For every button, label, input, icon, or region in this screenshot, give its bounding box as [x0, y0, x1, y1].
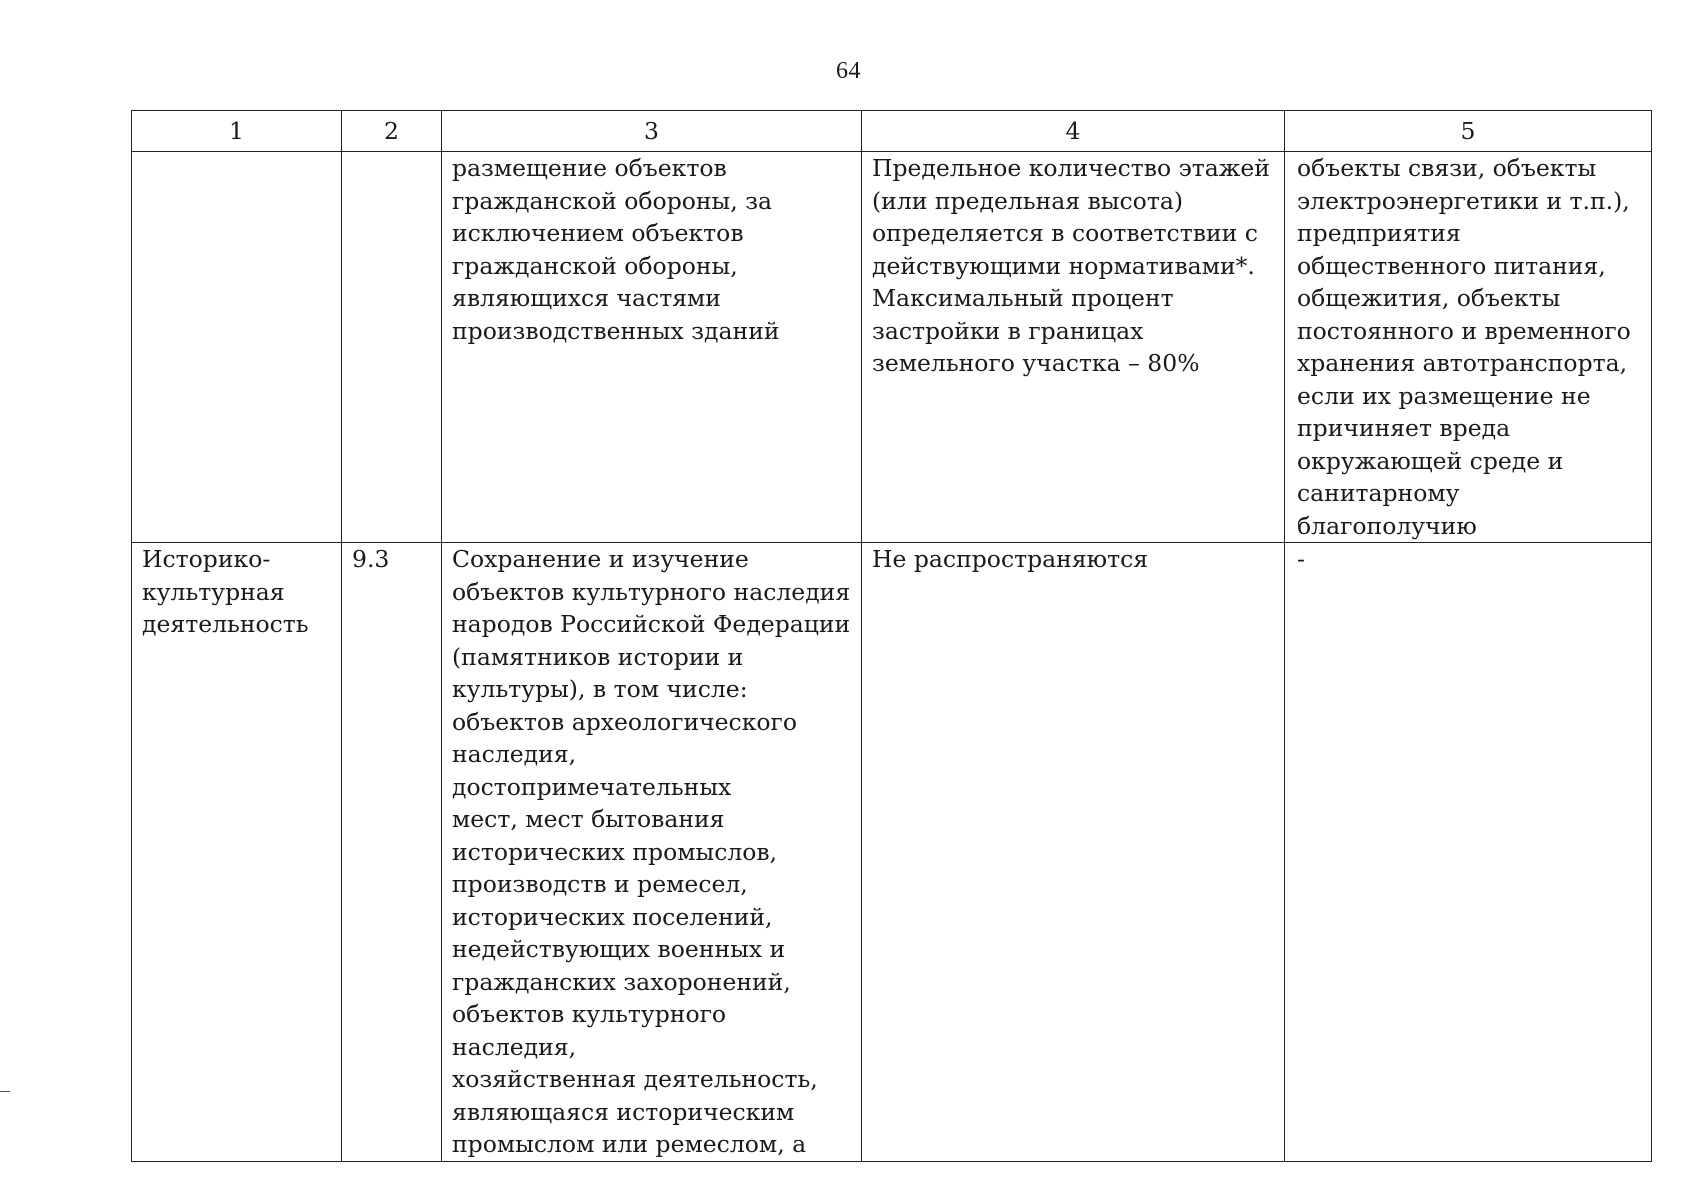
row1-restrictions-cell — [1285, 152, 1652, 543]
row1-use-type-cell — [132, 152, 342, 543]
row2-restrictions-cell — [1285, 543, 1652, 1162]
row2-parameters-cell — [862, 543, 1285, 1162]
column-header-1: 1 — [132, 111, 342, 152]
column-header-5: 5 — [1285, 111, 1652, 152]
row1-description-cell — [442, 152, 862, 543]
scan-edge-mark — [0, 1091, 10, 1092]
column-header-2: 2 — [342, 111, 442, 152]
zoning-table — [131, 110, 1652, 1162]
row1-parameters-cell — [862, 152, 1285, 543]
row2-parameters-text: Не распространяются — [872, 545, 1149, 573]
column-header-3: 3 — [442, 111, 862, 152]
table-header-row — [132, 111, 1652, 152]
table-row — [132, 152, 1652, 543]
row1-restrictions-text: объекты связи, объекты электроэнергетики и т.п.), предприятия общественного питания, общежития, объекты постоянного и временного хранения автотранспорта, если их размещение не причиняет вреда окружающей среде и санитарному благополучию — [1297, 154, 1631, 540]
column-header-4: 4 — [862, 111, 1285, 152]
row2-use-type-cell — [132, 543, 342, 1162]
table-row — [132, 543, 1652, 1162]
row2-code-text: 9.3 — [352, 545, 390, 573]
row2-description-text: Сохранение и изучение объектов культурного наследия народов Российской Федерации (памятников истории и культуры), в том числе: объектов археологического наследия, достопримечательных мест, мест бытования исторических промыслов, производств и ремесел, исторических поселений, недействующих военных и гражданских захоронений, объектов культурного наследия, хозяйственная деятельность, являющаяся историческим промыслом или ремеслом, а — [452, 545, 851, 1158]
row2-code-cell — [342, 543, 442, 1162]
row1-parameters-text: Предельное количество этажей (или предельная высота) определяется в соответствии с действующими нормативами*. Максимальный процент застройки в границах земельного участка – 80% — [872, 154, 1270, 377]
row2-restrictions-text: - — [1297, 545, 1305, 573]
row1-code-cell — [342, 152, 442, 543]
row2-description-cell — [442, 543, 862, 1162]
row2-use-type-text: Историко- культурная деятельность — [142, 545, 309, 638]
row1-description-text: размещение объектов гражданской обороны, за исключением объектов гражданской обороны, являющихся частями производственных зданий — [452, 154, 780, 345]
page-number: 64 — [836, 58, 861, 84]
